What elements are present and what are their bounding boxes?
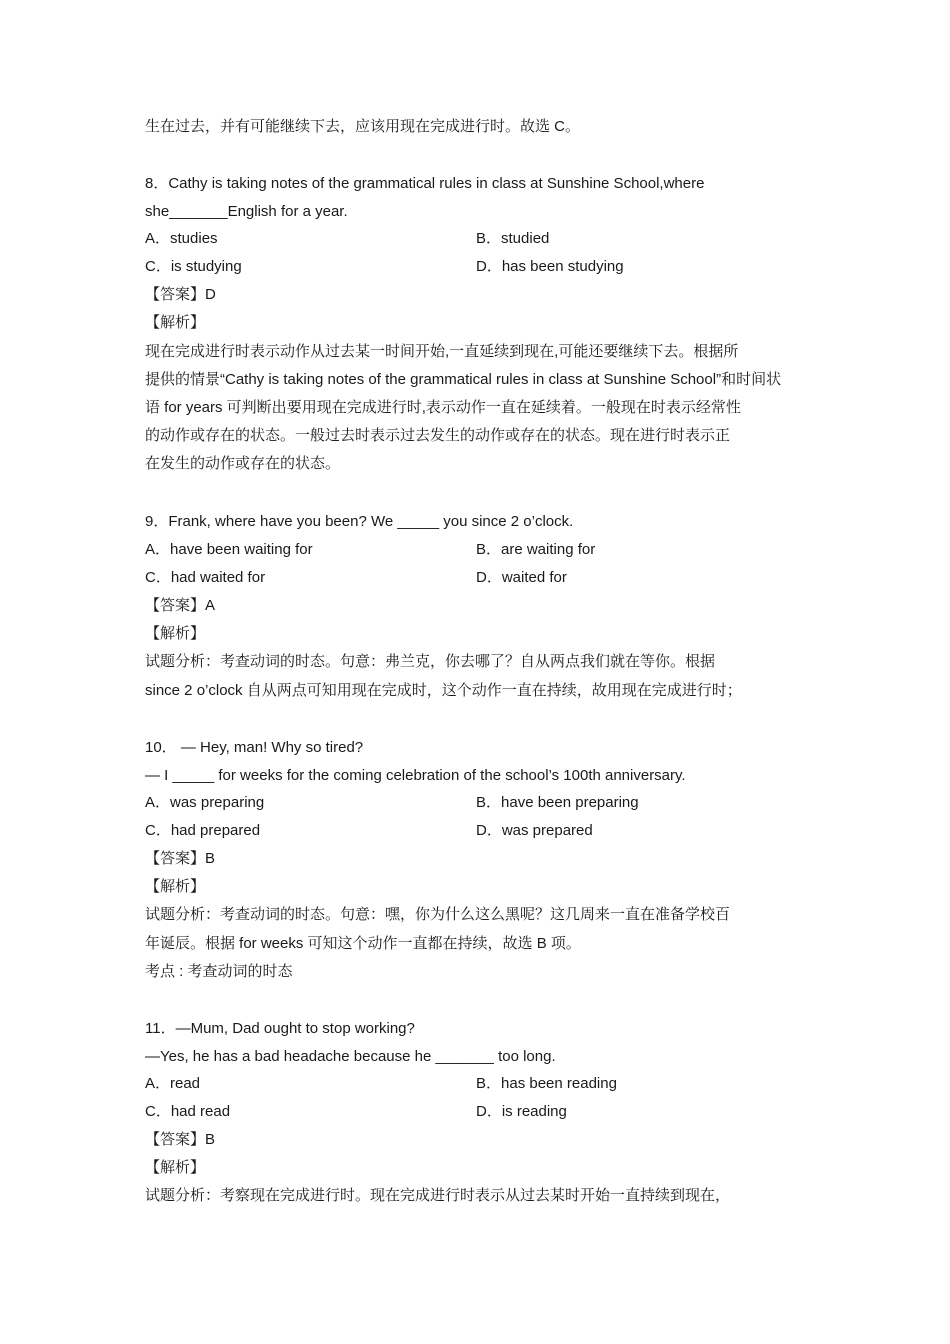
- q10-analysis-line-3: 考点 : 考查动词的时态: [145, 963, 293, 980]
- q9-option-c: C．had waited for: [145, 569, 266, 586]
- q9-option-a: A．have been waiting for: [145, 541, 313, 558]
- q8-option-b: B．studied: [476, 230, 550, 247]
- q11-stem-line-2: —Yes, he has a bad headache because he _______ too long.: [145, 1048, 556, 1065]
- q9-option-b: B．are waiting for: [476, 541, 596, 558]
- q10-analysis-label: 【解析】: [145, 878, 206, 895]
- q10-option-d: D．was prepared: [476, 822, 593, 839]
- q9-answer: 【答案】A: [145, 597, 216, 614]
- q8-option-c: C．is studying: [145, 258, 242, 275]
- q10-analysis-line-1: 试题分析：考查动词的时态。句意：嘿，你为什么这么黑呢？这几周来一直在准备学校百: [145, 906, 731, 923]
- q9-stem-line-1: 9．Frank, where have you been? We _____ you since 2 o’clock.: [145, 513, 574, 530]
- q8-analysis-line-2: 提供的情景“Cathy is taking notes of the grammatical rules in class at Sunshine School”和时间状: [145, 371, 782, 388]
- q10-answer: 【答案】B: [145, 850, 216, 867]
- q9-option-d: D．waited for: [476, 569, 567, 586]
- q10-option-c: C．had prepared: [145, 822, 261, 839]
- q8-stem-line-2: she_______English for a year.: [145, 203, 348, 220]
- q11-answer: 【答案】B: [145, 1131, 216, 1148]
- q8-stem-line-1: 8．Cathy is taking notes of the grammatical rules in class at Sunshine School,where: [145, 175, 705, 192]
- q11-option-a: A．read: [145, 1075, 201, 1092]
- q11-analysis-label: 【解析】: [145, 1159, 206, 1176]
- q10-option-b: B．have been preparing: [476, 794, 639, 811]
- q11-analysis-line-1: 试题分析：考察现在完成进行时。现在完成进行时表示从过去某时开始一直持续到现在，: [145, 1187, 731, 1204]
- q10-option-a: A．was preparing: [145, 794, 265, 811]
- q9-analysis-line-2: since 2 o’clock 自从两点可知用现在完成时，这个动作一直在持续，故用现在完成进行时；: [145, 682, 742, 699]
- q10-stem-line-2: — I _____ for weeks for the coming celebration of the school’s 100th anniversary.: [145, 767, 686, 784]
- q10-analysis-line-2: 年诞辰。根据 for weeks 可知这个动作一直都在持续，故选 B 项。: [145, 935, 581, 952]
- q8-analysis-line-1: 现在完成进行时表示动作从过去某一时间开始,一直延续到现在,可能还要继续下去。根据所: [145, 343, 739, 360]
- q11-stem-line-1: 11．—Mum, Dad ought to stop working?: [145, 1020, 415, 1037]
- q9-analysis-label: 【解析】: [145, 625, 206, 642]
- q8-option-d: D．has been studying: [476, 258, 624, 275]
- q8-analysis-label: 【解析】: [145, 314, 206, 331]
- q8-answer: 【答案】D: [145, 286, 216, 303]
- q9-analysis-line-1: 试题分析：考查动词的时态。句意：弗兰克，你去哪了？自从两点我们就在等你。根据: [145, 653, 716, 670]
- q11-option-d: D．is reading: [476, 1103, 567, 1120]
- q10-stem-line-1: 10． — Hey, man! Why so tired?: [145, 739, 364, 756]
- q8-option-a: A．studies: [145, 230, 218, 247]
- intro-text: 生在过去，并有可能继续下去，应该用现在完成进行时。故选 C。: [145, 118, 581, 135]
- q11-option-c: C．had read: [145, 1103, 231, 1120]
- q8-analysis-line-4: 的动作或存在的状态。一般过去时表示过去发生的动作或存在的状态。现在进行时表示正: [145, 427, 731, 444]
- q8-analysis-line-5: 在发生的动作或存在的状态。: [145, 455, 341, 472]
- q11-option-b: B．has been reading: [476, 1075, 617, 1092]
- q8-analysis-line-3: 语 for years 可判断出要用现在完成进行时,表示动作一直在延续着。一般现在时表示经常性: [145, 399, 741, 416]
